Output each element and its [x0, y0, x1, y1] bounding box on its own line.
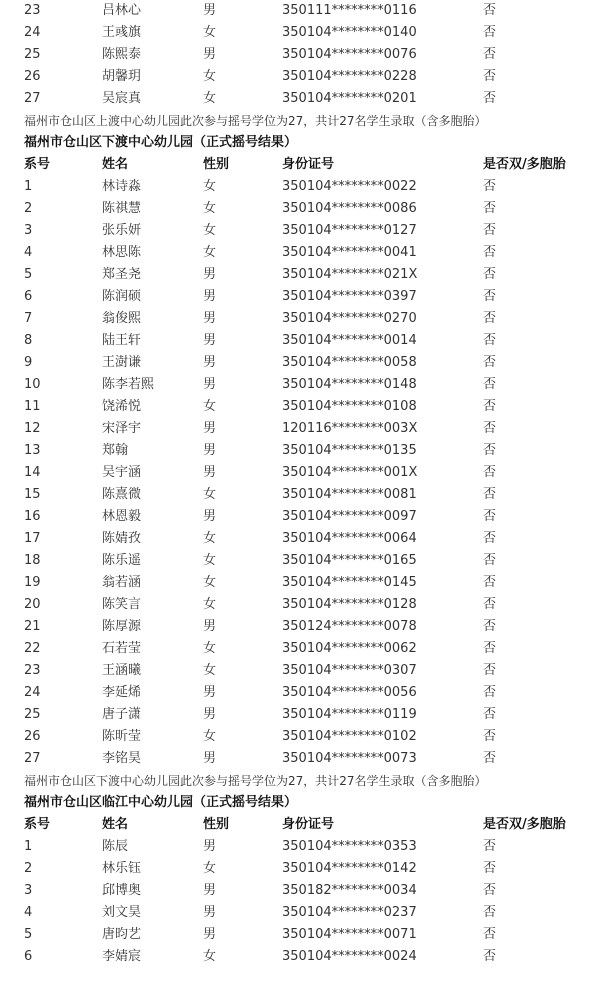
table-row	[0, 264, 612, 286]
table-row	[0, 858, 612, 880]
col-id-number: 350182********0034	[282, 883, 417, 898]
col-id-number: 350104********0024	[282, 949, 417, 964]
col-gender: 男	[203, 377, 217, 392]
header-col-name: 姓名	[102, 157, 129, 172]
col-id-number: 350104********0127	[282, 223, 417, 238]
col-gender: 男	[203, 47, 217, 62]
col-name: 宋泽宇	[102, 421, 142, 436]
col-twins: 否	[483, 443, 497, 458]
col-id-number: 350104********0076	[282, 47, 417, 62]
col-gender: 男	[203, 883, 217, 898]
table-row	[0, 594, 612, 616]
col-number: 23	[24, 3, 41, 18]
col-id-number: 350104********0201	[282, 91, 417, 106]
col-number: 16	[24, 509, 41, 524]
col-gender: 女	[203, 399, 217, 414]
table-row	[0, 572, 612, 594]
col-id-number: 350104********0397	[282, 289, 417, 304]
table-row	[0, 836, 612, 858]
col-name: 陈婧孜	[102, 531, 142, 546]
col-twins: 否	[483, 861, 497, 876]
col-name: 王涵曦	[102, 663, 142, 678]
col-name: 郑圣尧	[102, 267, 142, 282]
col-id-number: 350111********0116	[282, 3, 417, 18]
col-gender: 女	[203, 597, 217, 612]
col-number: 6	[24, 949, 33, 964]
col-number: 3	[24, 223, 33, 238]
col-id-number: 350104********0270	[282, 311, 417, 326]
col-gender: 女	[203, 531, 217, 546]
col-twins: 否	[483, 179, 497, 194]
table-row	[0, 924, 612, 946]
col-id-number: 350104********0062	[282, 641, 417, 656]
col-id-number: 350104********0165	[282, 553, 417, 568]
table-row	[0, 242, 612, 264]
col-id-number: 350104********0108	[282, 399, 417, 414]
col-twins: 否	[483, 421, 497, 436]
table-row	[0, 286, 612, 308]
col-name: 吕林心	[102, 3, 142, 18]
col-twins: 否	[483, 487, 497, 502]
col-gender: 女	[203, 25, 217, 40]
col-gender: 男	[203, 3, 217, 18]
col-gender: 男	[203, 509, 217, 524]
col-name: 林诗淼	[102, 179, 142, 194]
col-gender: 男	[203, 751, 217, 766]
col-id-number: 350104********0022	[282, 179, 417, 194]
col-twins: 否	[483, 201, 497, 216]
table-row	[0, 902, 612, 924]
col-name: 翁若涵	[102, 575, 142, 590]
col-twins: 否	[483, 377, 497, 392]
col-number: 2	[24, 201, 33, 216]
col-name: 郑翰	[102, 443, 129, 458]
col-id-number: 350104********0128	[282, 597, 417, 612]
col-number: 15	[24, 487, 41, 502]
table-row	[0, 528, 612, 550]
col-number: 4	[24, 905, 33, 920]
header-col-twins: 是否双/多胞胎	[483, 817, 566, 832]
col-name: 胡馨玥	[102, 69, 142, 84]
col-gender: 女	[203, 179, 217, 194]
col-id-number: 120116********003X	[282, 421, 418, 436]
col-number: 26	[24, 729, 41, 744]
col-twins: 否	[483, 575, 497, 590]
col-name: 陈熹微	[102, 487, 142, 502]
table-row	[0, 682, 612, 704]
col-name: 陆王轩	[102, 333, 142, 348]
col-twins: 否	[483, 707, 497, 722]
col-twins: 否	[483, 509, 497, 524]
col-name: 李铭昊	[102, 751, 142, 766]
col-twins: 否	[483, 223, 497, 238]
col-gender: 女	[203, 861, 217, 876]
table-row	[0, 462, 612, 484]
col-gender: 女	[203, 553, 217, 568]
col-number: 2	[24, 861, 33, 876]
col-twins: 否	[483, 641, 497, 656]
table-row	[0, 946, 612, 968]
col-twins: 否	[483, 245, 497, 260]
table-header-row	[0, 154, 612, 176]
col-number: 24	[24, 685, 41, 700]
col-number: 21	[24, 619, 41, 634]
col-twins: 否	[483, 729, 497, 744]
col-number: 26	[24, 69, 41, 84]
col-gender: 女	[203, 223, 217, 238]
col-twins: 否	[483, 597, 497, 612]
col-twins: 否	[483, 465, 497, 480]
col-name: 翁俊熙	[102, 311, 142, 326]
col-gender: 男	[203, 905, 217, 920]
col-twins: 否	[483, 905, 497, 920]
col-twins: 否	[483, 399, 497, 414]
col-name: 李延烯	[102, 685, 142, 700]
col-name: 张乐妍	[102, 223, 142, 238]
col-twins: 否	[483, 685, 497, 700]
col-name: 陈昕莹	[102, 729, 142, 744]
header-col-twins: 是否双/多胞胎	[483, 157, 566, 172]
col-name: 陈辰	[102, 839, 129, 854]
school-section	[0, 792, 612, 968]
col-name: 王澍谦	[102, 355, 142, 370]
col-name: 陈熙泰	[102, 47, 142, 62]
col-twins: 否	[483, 289, 497, 304]
col-number: 14	[24, 465, 41, 480]
col-id-number: 350104********0119	[282, 707, 417, 722]
table-header-row	[0, 814, 612, 836]
col-id-number: 350104********0148	[282, 377, 417, 392]
section-summary: 福州市仓山区下渡中心幼儿园此次参与摇号学位为27，共计27名学生录取（含多胞胎）	[24, 774, 487, 788]
table-row	[0, 638, 612, 660]
table-row	[0, 22, 612, 44]
col-twins: 否	[483, 839, 497, 854]
col-number: 18	[24, 553, 41, 568]
col-id-number: 350104********0135	[282, 443, 417, 458]
col-gender: 男	[203, 465, 217, 480]
col-gender: 女	[203, 487, 217, 502]
col-name: 唐昀艺	[102, 927, 142, 942]
col-gender: 男	[203, 421, 217, 436]
header-col-id-number: 身份证号	[282, 157, 335, 172]
col-id-number: 350104********0071	[282, 927, 417, 942]
table-row	[0, 66, 612, 88]
col-twins: 否	[483, 883, 497, 898]
col-number: 23	[24, 663, 41, 678]
col-number: 12	[24, 421, 41, 436]
col-id-number: 350104********0237	[282, 905, 417, 920]
col-twins: 否	[483, 69, 497, 84]
col-name: 王彧旗	[102, 25, 142, 40]
col-id-number: 350104********021X	[282, 267, 418, 282]
table-row	[0, 616, 612, 638]
col-gender: 男	[203, 289, 217, 304]
table-row	[0, 484, 612, 506]
table-row	[0, 176, 612, 198]
col-number: 1	[24, 179, 33, 194]
col-number: 5	[24, 267, 33, 282]
header-col-gender: 性别	[203, 817, 230, 832]
col-id-number: 350104********0142	[282, 861, 417, 876]
col-twins: 否	[483, 355, 497, 370]
school-section	[0, 132, 612, 792]
col-id-number: 350104********0058	[282, 355, 417, 370]
table-row	[0, 0, 612, 22]
col-number: 22	[24, 641, 41, 656]
col-twins: 否	[483, 663, 497, 678]
col-number: 19	[24, 575, 41, 590]
col-id-number: 350104********0307	[282, 663, 417, 678]
col-name: 邱博奥	[102, 883, 142, 898]
col-number: 27	[24, 91, 41, 106]
col-gender: 男	[203, 619, 217, 634]
table-row	[0, 44, 612, 66]
col-number: 25	[24, 47, 41, 62]
col-name: 吴宇涵	[102, 465, 142, 480]
col-gender: 男	[203, 839, 217, 854]
col-twins: 否	[483, 47, 497, 62]
col-gender: 女	[203, 729, 217, 744]
header-col-gender: 性别	[203, 157, 230, 172]
header-col-number: 系号	[24, 157, 51, 172]
col-gender: 女	[203, 91, 217, 106]
col-gender: 女	[203, 245, 217, 260]
col-gender: 女	[203, 69, 217, 84]
col-id-number: 350104********0228	[282, 69, 417, 84]
col-gender: 女	[203, 575, 217, 590]
col-id-number: 350104********0102	[282, 729, 417, 744]
col-name: 唐子潇	[102, 707, 142, 722]
col-number: 8	[24, 333, 33, 348]
col-id-number: 350104********0064	[282, 531, 417, 546]
col-gender: 女	[203, 641, 217, 656]
col-number: 5	[24, 927, 33, 942]
col-twins: 否	[483, 25, 497, 40]
col-name: 陈乐遥	[102, 553, 142, 568]
col-name: 陈笑言	[102, 597, 142, 612]
col-gender: 男	[203, 267, 217, 282]
col-twins: 否	[483, 3, 497, 18]
table-row	[0, 726, 612, 748]
col-name: 林恩毅	[102, 509, 142, 524]
col-twins: 否	[483, 949, 497, 964]
col-number: 17	[24, 531, 41, 546]
col-name: 石若莹	[102, 641, 142, 656]
col-id-number: 350104********001X	[282, 465, 418, 480]
col-gender: 女	[203, 201, 217, 216]
col-name: 陈润硕	[102, 289, 142, 304]
header-col-name: 姓名	[102, 817, 129, 832]
col-name: 陈厚源	[102, 619, 142, 634]
section-summary: 福州市仓山区上渡中心幼儿园此次参与摇号学位为27，共计27名学生录取（含多胞胎）	[24, 114, 487, 128]
col-id-number: 350104********0097	[282, 509, 417, 524]
col-gender: 男	[203, 355, 217, 370]
col-number: 24	[24, 25, 41, 40]
header-col-id-number: 身份证号	[282, 817, 335, 832]
col-id-number: 350104********0073	[282, 751, 417, 766]
section-title: 福州市仓山区下渡中心幼儿园（正式摇号结果）	[24, 135, 298, 150]
table-row	[0, 748, 612, 770]
table-row	[0, 704, 612, 726]
table-row	[0, 440, 612, 462]
table-row	[0, 198, 612, 220]
col-number: 20	[24, 597, 41, 612]
col-twins: 否	[483, 311, 497, 326]
col-gender: 女	[203, 663, 217, 678]
col-number: 27	[24, 751, 41, 766]
col-id-number: 350104********0081	[282, 487, 417, 502]
col-number: 10	[24, 377, 41, 392]
col-twins: 否	[483, 927, 497, 942]
col-number: 6	[24, 289, 33, 304]
col-name: 林思陈	[102, 245, 142, 260]
col-twins: 否	[483, 553, 497, 568]
col-id-number: 350104********0014	[282, 333, 417, 348]
table-row	[0, 418, 612, 440]
col-twins: 否	[483, 531, 497, 546]
col-id-number: 350104********0353	[282, 839, 417, 854]
col-number: 11	[24, 399, 41, 414]
table-row	[0, 88, 612, 110]
col-gender: 女	[203, 949, 217, 964]
col-name: 吴宸真	[102, 91, 142, 106]
table-row	[0, 396, 612, 418]
col-id-number: 350104********0056	[282, 685, 417, 700]
col-number: 13	[24, 443, 41, 458]
col-gender: 男	[203, 707, 217, 722]
table-row	[0, 660, 612, 682]
col-twins: 否	[483, 91, 497, 106]
col-name: 李婧宸	[102, 949, 142, 964]
table-row	[0, 550, 612, 572]
col-gender: 男	[203, 333, 217, 348]
table-row	[0, 330, 612, 352]
col-number: 7	[24, 311, 33, 326]
table-row	[0, 352, 612, 374]
table-row	[0, 374, 612, 396]
school-section	[0, 0, 612, 132]
table-row	[0, 880, 612, 902]
col-name: 饶浠悦	[102, 399, 142, 414]
col-twins: 否	[483, 751, 497, 766]
col-gender: 男	[203, 443, 217, 458]
header-col-number: 系号	[24, 817, 51, 832]
col-gender: 男	[203, 685, 217, 700]
col-id-number: 350104********0145	[282, 575, 417, 590]
col-gender: 男	[203, 927, 217, 942]
col-name: 陈李若熙	[102, 377, 155, 392]
col-twins: 否	[483, 267, 497, 282]
col-name: 林乐钰	[102, 861, 142, 876]
col-id-number: 350104********0086	[282, 201, 417, 216]
col-twins: 否	[483, 619, 497, 634]
table-row	[0, 220, 612, 242]
col-number: 25	[24, 707, 41, 722]
table-row	[0, 506, 612, 528]
col-number: 9	[24, 355, 33, 370]
col-gender: 男	[203, 311, 217, 326]
col-twins: 否	[483, 333, 497, 348]
col-id-number: 350104********0140	[282, 25, 417, 40]
col-id-number: 350124********0078	[282, 619, 417, 634]
col-name: 陈祺慧	[102, 201, 142, 216]
col-name: 刘文昊	[102, 905, 142, 920]
col-number: 4	[24, 245, 33, 260]
col-number: 3	[24, 883, 33, 898]
col-number: 1	[24, 839, 33, 854]
table-row	[0, 308, 612, 330]
col-id-number: 350104********0041	[282, 245, 417, 260]
section-title: 福州市仓山区临江中心幼儿园（正式摇号结果）	[24, 795, 298, 810]
